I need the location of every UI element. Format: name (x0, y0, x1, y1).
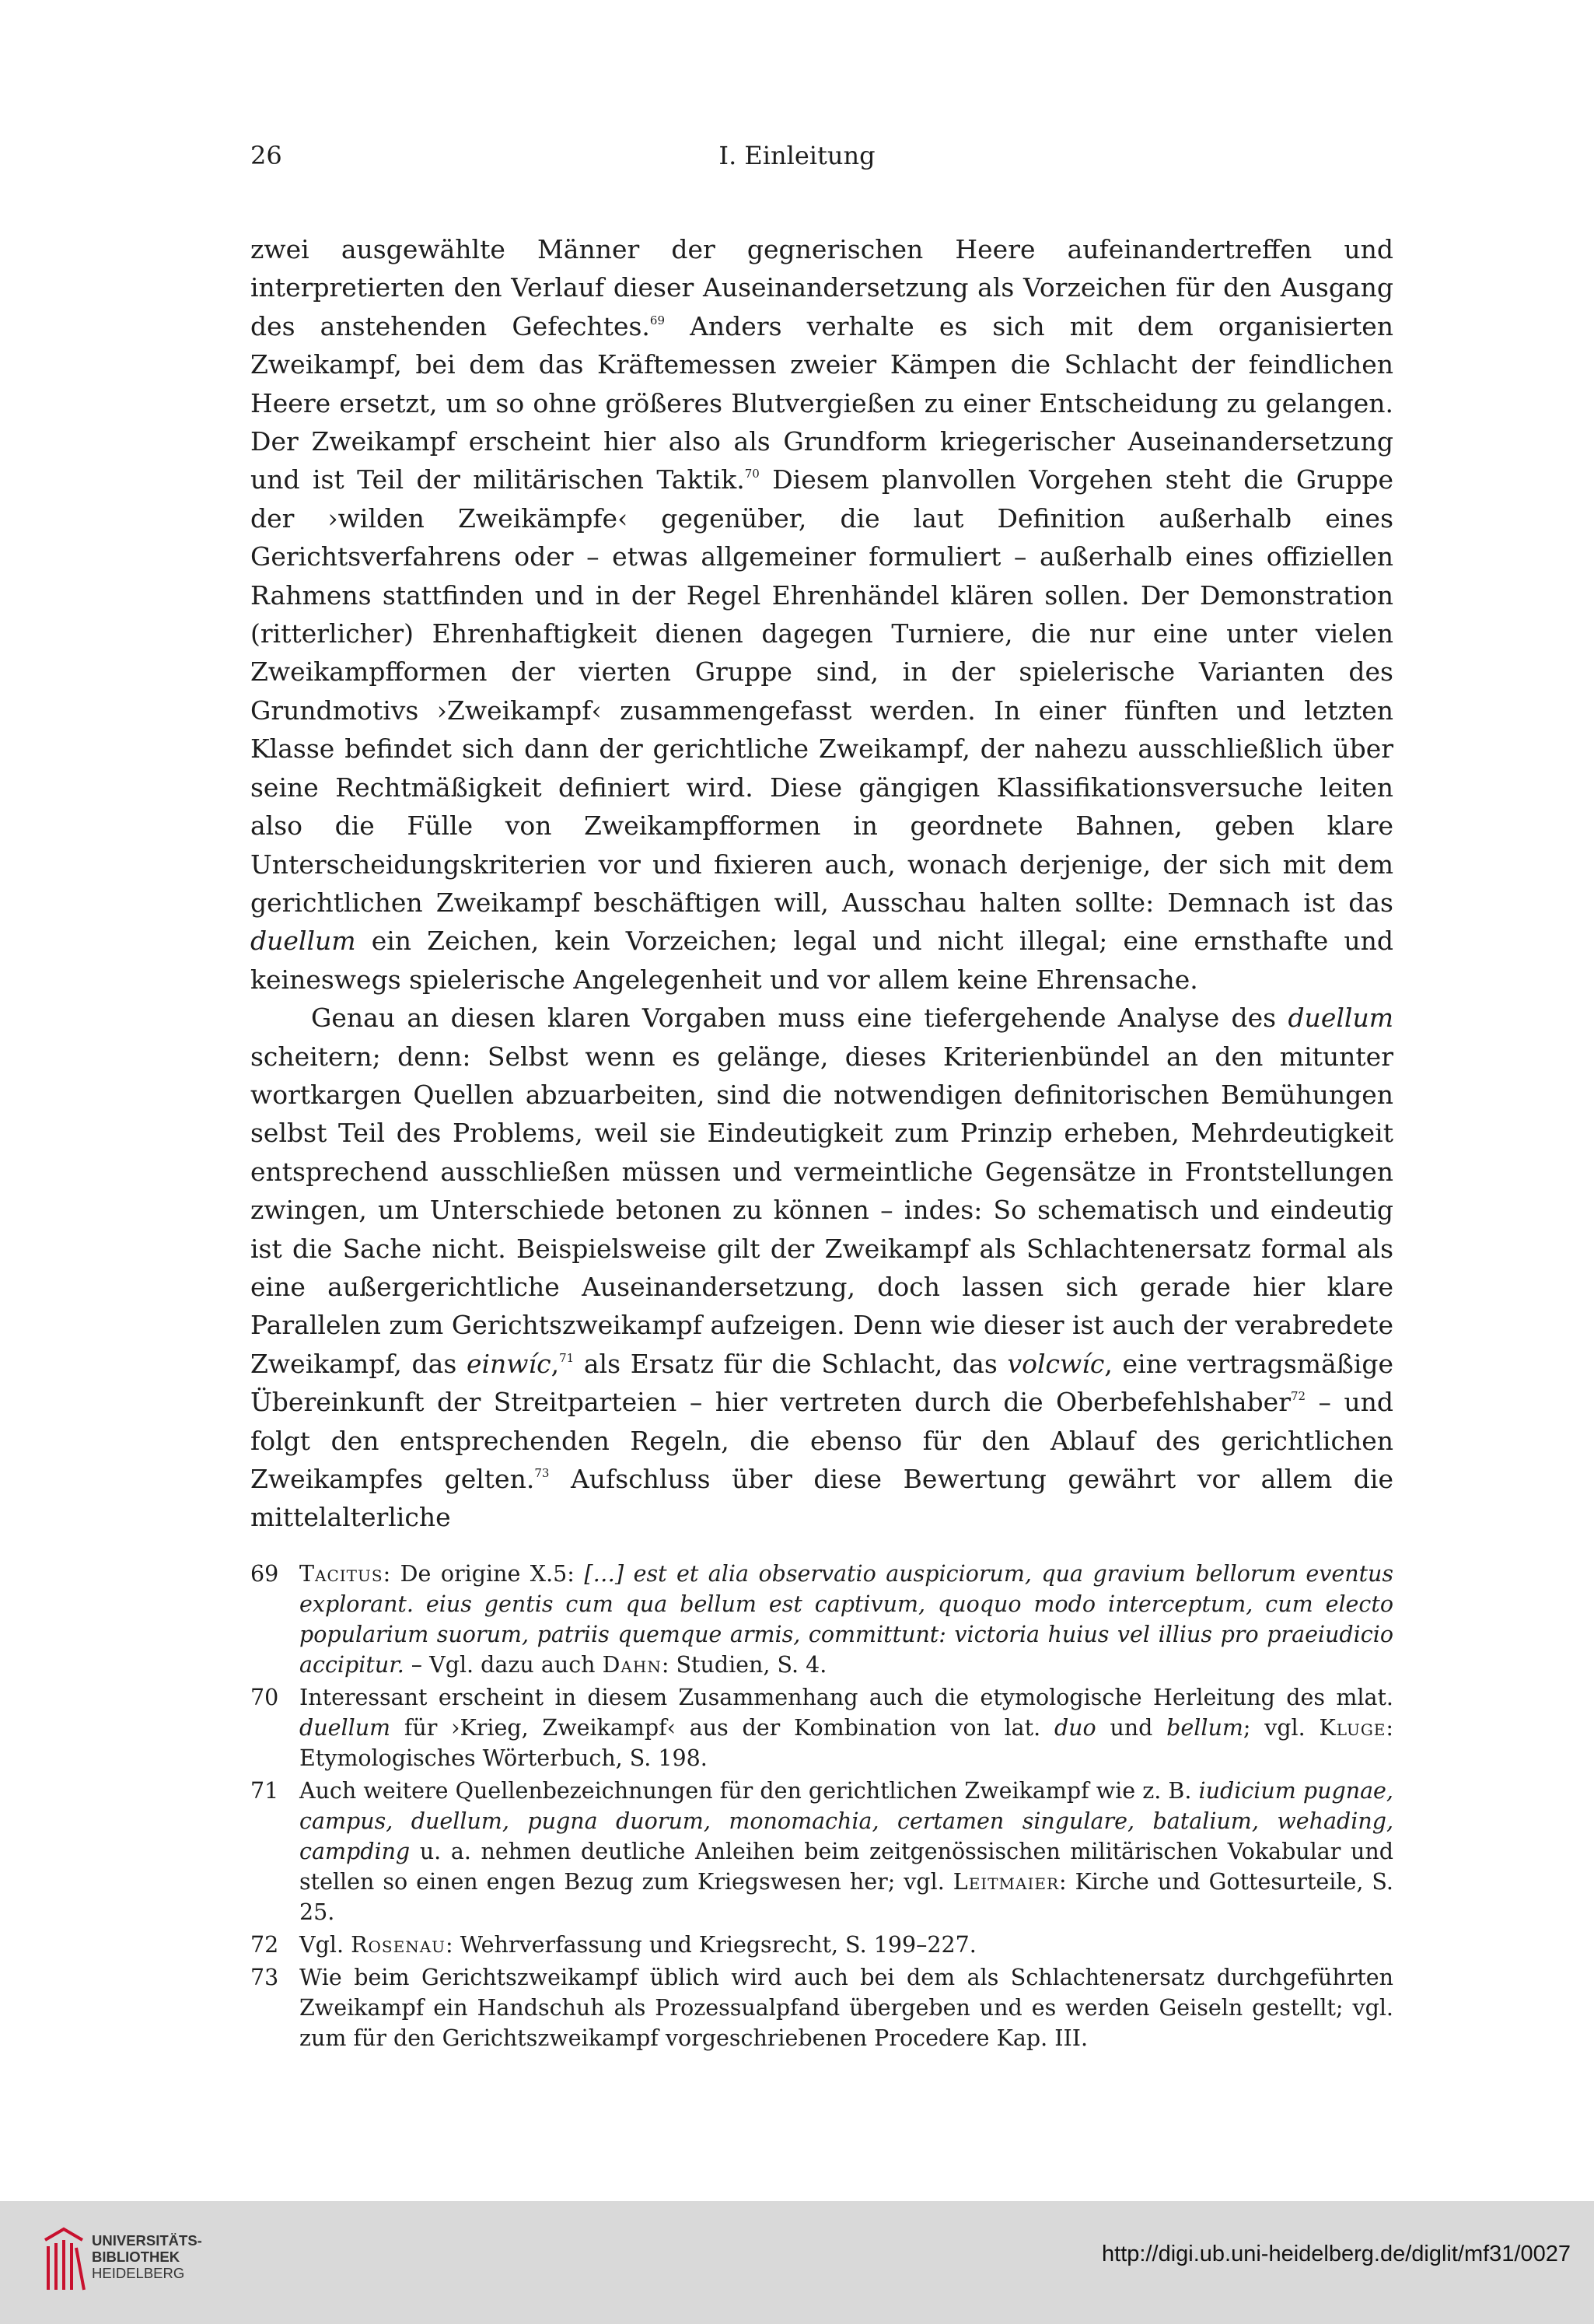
footnote-71 (250, 1776, 1393, 1927)
main-text (250, 230, 1393, 1537)
text-run: ; vgl. (1243, 1715, 1320, 1741)
text-run: als Ersatz für die Schlacht, das (574, 1348, 1008, 1379)
text-run: : Etymologisches Wörterbuch, S. 198. (299, 1715, 1394, 1771)
text-run: Diesem planvollen Vorgehen steht die Gruppe der ›wilden Zweikämpfe‹ gegenüber, die laut Definition außerhalb eines Gerichtsverfahrens oder – etwas allgemeiner formuliert – außerhalb eines offiziellen Rahmens stattfinden und in der Regel Ehrenhändel klären sollen. Der Demonstration (ritterlicher) Ehrenhaftigkeit dienen dagegen Turniere, die nur eine unter vielen Zweikampfformen der vierten Gruppe sind, in der spielerische Varianten des Grundmotivs ›Zweikampf‹ zusammengefasst werden. In einer fünften und letzten Klasse befindet sich dann der gerichtliche Zweikampf, der nahezu ausschließlich über seine Rechtmäßigkeit definiert wird. Diese gängigen Klassifikationsversuche leiten also die Fülle von Zweikampfformen in geordnete Bahnen, geben klare Unterscheidungskriterien vor und fixieren auch, wonach derjenige, der sich mit dem gerichtlichen Zweikampf beschäftigen will, Ausschau halten sollte: Demnach ist das (250, 464, 1393, 918)
text-run: Genau an diesen klaren Vorgaben muss eine tiefergehende Analyse des (311, 1003, 1288, 1034)
italic-term: duo (1054, 1715, 1096, 1741)
author-name: Leitmaier (953, 1869, 1060, 1895)
text-run: : Wehrverfassung und Kriegsrecht, S. 199–227. (446, 1932, 977, 1958)
latin-quote: […] est et alia observatio auspiciorum, qua gravium bellorum eventus explorant. eius gentis cum qua bellum est captivum, quoquo modo interceptum, cum electo popularium suorum, patriis quemque armis, committunt: victoria huius vel illius pro praeiudicio accipitur. (299, 1561, 1393, 1678)
text-run: für ›Krieg, Zweikampf‹ aus der Kombination von lat. (390, 1715, 1054, 1741)
text-run: : De origine X.5: (383, 1561, 585, 1587)
text-run: – und folgt den entsprechenden Regeln, die ebenso für den Ablauf des gerichtlichen Zweikampfes gelten. (250, 1387, 1393, 1494)
text-run: Auch weitere Quellenbezeichnungen für den gerichtlichen Zweikampf wie z. B. (299, 1778, 1199, 1804)
text-run: Vgl. (299, 1932, 351, 1958)
italic-term: duellum (299, 1715, 391, 1741)
text-run: Anders verhalte es sich mit dem organisierten Zweikampf, bei dem das Kräftemessen zweier Kämpen die Schlacht der feindlichen Heere ersetzt, um so ohne größeres Blutvergießen zu einer Entscheidung zu gelangen. Der Zweikampf erscheint hier also als Grundform kriegerischer Auseinandersetzung und ist Teil der militärischen Taktik. (250, 310, 1393, 495)
source-url-link[interactable]: http://digi.ub.uni-heidelberg.de/diglit/mf31/0027 (1102, 2242, 1571, 2266)
text-run: , eine vertragsmäßige Übereinkunft der Streitparteien – hier vertreten durch die Oberbefehlshaber (250, 1348, 1393, 1418)
text-run: : Studien, S. 4. (661, 1652, 827, 1678)
paragraph-1 (250, 230, 1393, 999)
italic-term: bellum (1166, 1715, 1243, 1741)
footnote-70 (250, 1682, 1393, 1773)
author-name: Dahn (602, 1652, 662, 1678)
footnote-73 (250, 1962, 1393, 2053)
author-name: Kluge (1319, 1715, 1386, 1741)
text-run: Interessant erscheint in diesem Zusammenhang auch die etymologische Herleitung des mlat. (299, 1685, 1393, 1710)
author-name: Tacitus (299, 1561, 383, 1587)
page-number: 26 (250, 141, 282, 170)
footnote-number: 69 (250, 1561, 279, 1587)
text-run: Aufschluss über diese Bewertung gewährt vor allem die mittelalterliche (250, 1464, 1393, 1533)
italic-terms: iudicium pugnae, campus, duellum, pugna duorum, monomachia, certamen singulare, batalium, wehading, campding (299, 1778, 1393, 1864)
footnote-69 (250, 1559, 1393, 1680)
logo-line: UNIVERSITÄTS- (92, 2232, 202, 2249)
italic-term: einwíc (466, 1348, 551, 1379)
text-run: , (551, 1348, 560, 1379)
text-run: und (1096, 1715, 1167, 1741)
paragraph-2 (250, 999, 1393, 1537)
footnotes (250, 1559, 1393, 2056)
footnote-number: 70 (250, 1685, 279, 1710)
library-logo-text[interactable] (92, 2232, 202, 2281)
italic-term: duellum (250, 926, 356, 957)
text-run: u. a. nehmen deutliche Anleihen beim zeitgenössischen militärischen Vokabular und stellen so einen engen Bezug zum Kriegswesen her; vgl. (299, 1839, 1393, 1895)
footnote-ref-71[interactable]: 71 (559, 1350, 575, 1365)
italic-term: volcwíc (1007, 1348, 1105, 1379)
footnote-number: 73 (250, 1965, 279, 1990)
logo-line: BIBLIOTHEK (92, 2249, 180, 2265)
footnote-ref-73[interactable]: 73 (534, 1466, 550, 1480)
footnote-72 (250, 1930, 1393, 1960)
text-run: : Kirche und Gottesurteile, S. 25. (299, 1869, 1393, 1925)
author-name: Rosenau (351, 1932, 446, 1958)
text-run: Wie beim Gerichtszweikampf üblich wird auch bei dem als Schlachtenersatz durchgeführten Zweikampf ein Handschuh als Prozessualpfand übergeben und es werden Geiseln gestellt; vgl. zum für den Gerichtszweikampf vorgeschriebenen Procedere Kap. III. (299, 1965, 1393, 2051)
text-run: – Vgl. dazu auch (404, 1652, 603, 1678)
footnote-ref-69[interactable]: 69 (649, 313, 666, 327)
italic-term: duellum (1288, 1003, 1393, 1034)
footnote-number: 71 (250, 1778, 279, 1804)
footnote-ref-72[interactable]: 72 (1291, 1389, 1306, 1404)
text-run: zwei ausgewählte Männer der gegnerischen Heere aufeinandertreffen und interpretierten den Verlauf dieser Auseinandersetzung als Vorzeichen für den Ausgang des anstehenden Gefechtes. (250, 234, 1393, 341)
text-run: ein Zeichen, kein Vorzeichen; legal und nicht illegal; eine ernsthafte und keineswegs spielerische Angelegenheit und vor allem keine Ehrensache. (250, 926, 1393, 995)
footnote-ref-70[interactable]: 70 (744, 467, 760, 481)
running-title: I. Einleitung (718, 141, 876, 170)
text-run: scheitern; denn: Selbst wenn es gelänge, dieses Kriterienbündel an den mitunter wortkargen Quellen abzuarbeiten, sind die notwendigen definitorischen Bemühungen selbst Teil des Problems, weil sie Eindeutigkeit zum Prinzip erheben, Mehrdeutigkeit entsprechend ausschließen müssen und vermeintliche Gegensätze in Frontstellungen zwingen, um Unterschiede betonen zu können – indes: So schematisch und eindeutig ist die Sache nicht. Beispielsweise gilt der Zweikampf als Schlachtenersatz formal als eine außergerichtliche Auseinandersetzung, doch lassen sich gerade hier klare Parallelen zum Gerichtszweikampf aufzeigen. Denn wie dieser ist auch der verabredete Zweikampf, das (250, 1041, 1393, 1379)
footnote-number: 72 (250, 1932, 279, 1958)
logo-line: HEIDELBERG (92, 2265, 185, 2281)
library-logo-icon[interactable] (40, 2224, 87, 2294)
